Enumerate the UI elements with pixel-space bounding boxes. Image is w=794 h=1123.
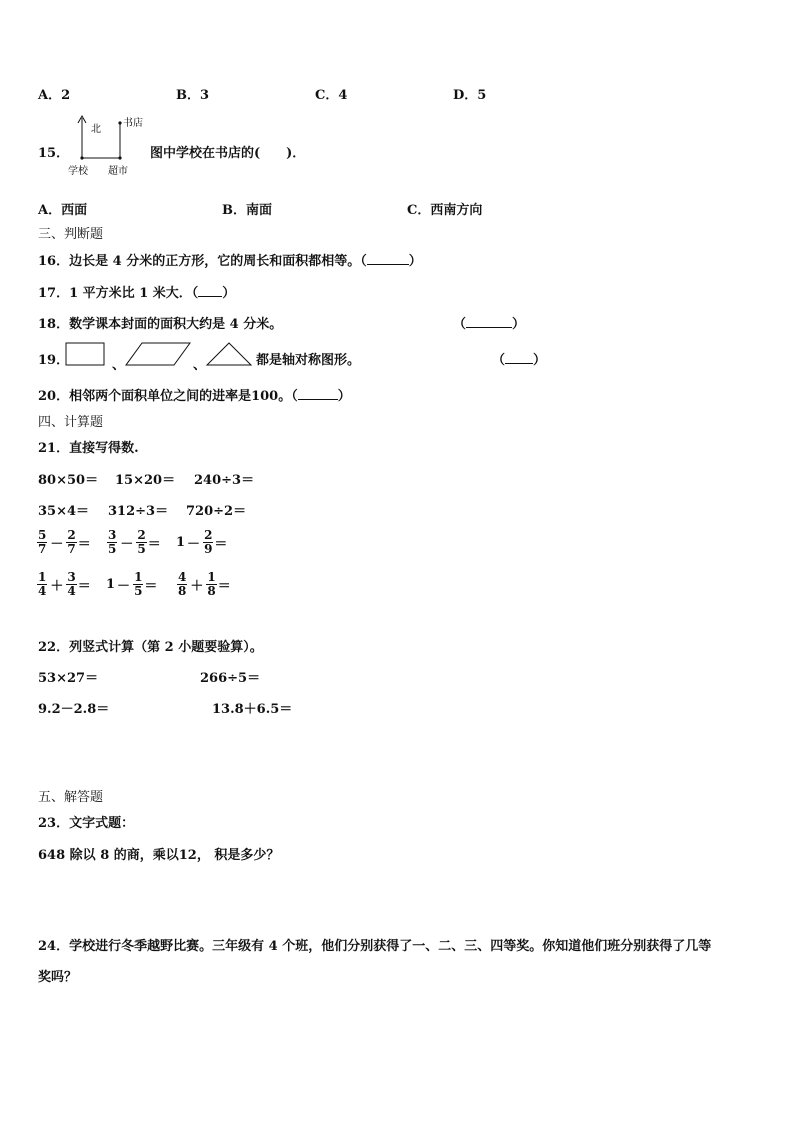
answer-paren: （ ）: [453, 317, 526, 332]
calc-item: 80×50＝: [38, 473, 99, 488]
question-23-title: 23．文字式题：: [38, 816, 135, 831]
option-a: A．西面: [38, 203, 88, 218]
calc-item: 15×20＝: [115, 473, 176, 488]
fraction: $\frac{1}{8}$: [207, 570, 216, 598]
calc-item: 35×4＝: [38, 504, 90, 519]
school-label: 学校: [68, 166, 88, 177]
fraction: $\frac{5}{7}$: [38, 528, 47, 556]
answer-blank[interactable]: [367, 252, 409, 265]
answer-blank[interactable]: [298, 387, 338, 400]
rectangle-shape: [65, 341, 107, 367]
question-text: 都是轴对称图形。: [256, 353, 361, 368]
fraction-expression: $\frac{5}{7}$ － $\frac{2}{7}$ ＝: [38, 528, 91, 556]
option-b: B．南面: [222, 203, 272, 218]
fraction: $\frac{4}{8}$: [178, 570, 187, 598]
answer-blank[interactable]: [198, 284, 222, 297]
fraction: $\frac{2}{9}$: [204, 528, 213, 556]
calc-item: 312÷3＝: [108, 504, 169, 519]
triangle-shape: [205, 341, 253, 367]
answer-blank[interactable]: [505, 351, 533, 364]
answer-blank[interactable]: [466, 315, 512, 328]
question-number: 19．: [38, 353, 70, 368]
fraction: $\frac{3}{5}$: [108, 528, 117, 556]
question-text: 图中学校在书店的( )．: [150, 146, 306, 161]
direction-map: [66, 112, 150, 180]
fraction: $\frac{2}{5}$: [137, 528, 146, 556]
section-heading: 五、解答题: [38, 790, 104, 805]
parallelogram-shape: [124, 341, 192, 367]
question-20: 20．相邻两个面积单位之间的进率是100。（ ）: [38, 389, 351, 404]
question-16: 16．边长是 4 分米的正方形，它的周长和面积都相等。（ ）: [38, 254, 422, 269]
north-label: 北: [91, 124, 101, 135]
calc-item: 53×27＝: [38, 671, 99, 686]
calc-item: 9.2－2.8＝: [38, 702, 110, 717]
question-22-title: 22．列竖式计算（第 2 小题要验算）。: [38, 640, 263, 655]
option-a: A．2: [38, 88, 71, 103]
fraction-expression: 1 － $\frac{2}{9}$ ＝: [176, 528, 228, 556]
option-c: C．西南方向: [407, 203, 483, 218]
option-b: B．3: [176, 88, 210, 103]
option-c: C．4: [315, 88, 348, 103]
fraction: $\frac{2}{7}$: [67, 528, 76, 556]
option-d: D．5: [453, 88, 487, 103]
question-17: 17．1 平方米比 1 米大．（ ）: [38, 286, 236, 301]
question-24-line1: 24．学校进行冬季越野比赛。三年级有 4 个班，他们分别获得了一、二、三、四等奖。你知道他们班分别获得了几等: [38, 939, 712, 954]
calc-item: 13.8＋6.5＝: [212, 702, 293, 717]
bookstore-label: 书店: [123, 118, 143, 129]
fraction-expression: 1 － $\frac{1}{5}$ ＝: [106, 570, 158, 598]
separator: 、: [193, 358, 207, 373]
fraction: $\frac{3}{4}$: [67, 570, 76, 598]
question-23-text: 648 除以 8 的商，乘以12， 积是多少？: [38, 848, 280, 863]
calc-item: 240÷3＝: [194, 473, 255, 488]
question-24-line2: 奖吗？: [38, 970, 78, 985]
question-21-title: 21．直接写得数.: [38, 441, 139, 456]
answer-paren: （ ）: [492, 353, 547, 368]
section-heading: 四、计算题: [38, 415, 104, 430]
supermarket-label: 超市: [108, 166, 128, 177]
calc-item: 266÷5＝: [200, 671, 261, 686]
fraction-expression: $\frac{1}{4}$ ＋ $\frac{3}{4}$ ＝: [38, 570, 91, 598]
fraction: $\frac{1}{5}$: [134, 570, 143, 598]
fraction: $\frac{1}{4}$: [38, 570, 47, 598]
question-18: 18．数学课本封面的面积大约是 4 分米。: [38, 317, 283, 332]
section-heading: 三、判断题: [38, 227, 104, 242]
calc-item: 720÷2＝: [186, 504, 247, 519]
question-number: 15．: [38, 146, 70, 161]
separator: 、: [112, 358, 126, 373]
fraction-expression: $\frac{3}{5}$ － $\frac{2}{5}$ ＝: [108, 528, 161, 556]
fraction-expression: $\frac{4}{8}$ ＋ $\frac{1}{8}$ ＝: [178, 570, 231, 598]
